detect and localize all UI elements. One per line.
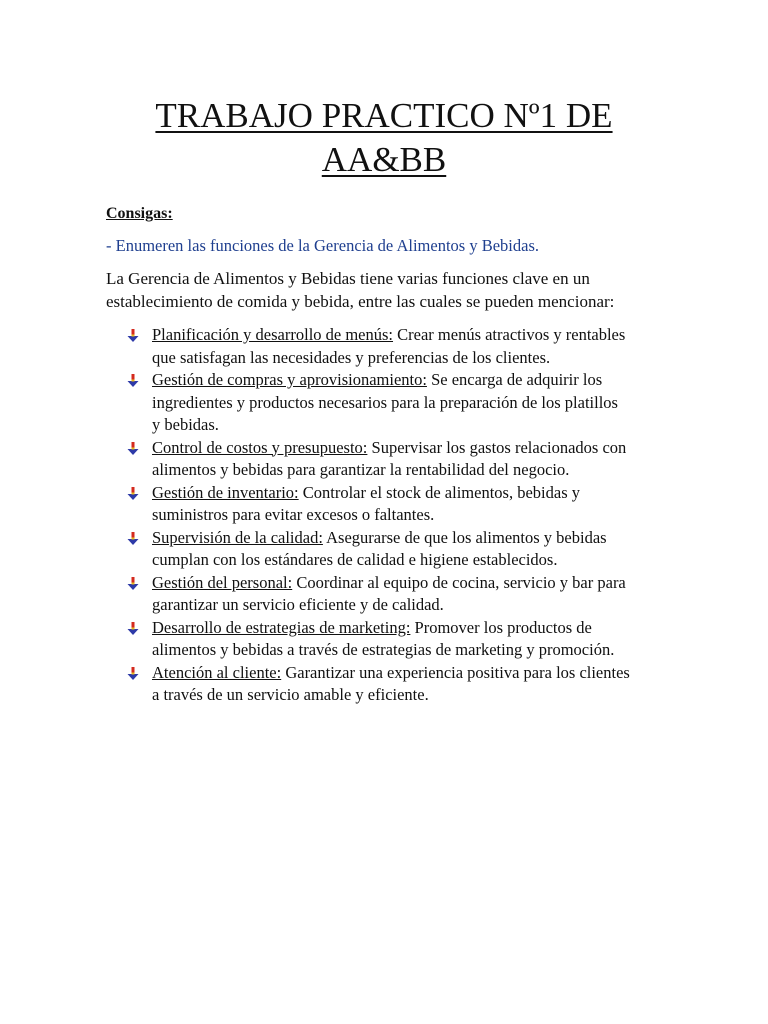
list-item — [126, 324, 686, 369]
list-item — [126, 437, 686, 482]
section-label: Consigas: — [106, 205, 173, 222]
list-item — [126, 369, 686, 437]
item-term: Desarrollo de estrategias de marketing: — [152, 617, 411, 637]
arrow-down-bullet-icon — [126, 622, 140, 636]
item-term: Gestión de compras y aprovisionamiento: — [152, 370, 427, 389]
title-line-2: AA&BB — [321, 140, 447, 179]
item-desc-cont: alimentos y bebidas para garantizar la rentabilidad del negocio. — [152, 460, 570, 479]
list-item — [126, 482, 686, 527]
item-term: Control de costos y presupuesto: — [152, 437, 368, 457]
item-desc: Crear menús atractivos y rentables — [393, 325, 626, 344]
item-desc-cont: que satisfagan las necesidades y preferencias de los clientes. — [152, 347, 551, 367]
item-desc-cont: garantizar un servicio eficiente y de calidad. — [152, 595, 444, 614]
item-desc-cont: a través de un servicio amable y eficiente. — [152, 685, 429, 704]
item-desc: Promover los productos de — [410, 617, 592, 637]
item-desc-cont: cumplan con los estándares de calidad e higiene establecidos. — [152, 550, 558, 569]
arrow-down-bullet-icon — [126, 577, 140, 591]
item-desc: Supervisar los gastos relacionados con — [367, 437, 627, 457]
title-line-1: TRABAJO PRACTICO Nº1 DE — [155, 96, 613, 135]
item-desc: Controlar el stock de alimentos, bebidas y — [298, 482, 580, 502]
intro-paragraph — [106, 268, 676, 313]
item-desc-cont: ingredientes y productos necesarios para la preparación de los platillos — [152, 392, 618, 412]
list-item — [126, 572, 686, 617]
arrow-down-bullet-icon — [126, 532, 140, 546]
question-text: - Enumeren las funciones de la Gerencia de Alimentos y Bebidas. — [106, 236, 539, 255]
intro-line-1: La Gerencia de Alimentos y Bebidas tiene varias funciones clave en un — [106, 269, 590, 288]
item-term: Gestión del personal: — [152, 572, 293, 592]
item-desc-cont: alimentos y bebidas a través de estrategias de marketing y promoción. — [152, 640, 615, 659]
list-item — [126, 617, 686, 662]
arrow-down-bullet-icon — [126, 374, 140, 388]
item-term: Supervisión de la calidad: — [152, 527, 323, 547]
arrow-down-bullet-icon — [126, 329, 140, 343]
item-desc-cont: suministros para evitar excesos o faltantes. — [152, 505, 435, 524]
list-item — [126, 662, 686, 707]
functions-list — [126, 324, 686, 707]
page-title — [0, 94, 768, 182]
item-desc: Asegurarse de que los alimentos y bebidas — [322, 527, 607, 547]
item-term: Atención al cliente: — [152, 662, 282, 682]
item-desc: Se encarga de adquirir los — [426, 370, 603, 389]
item-desc: Garantizar una experiencia positiva para los clientes — [281, 662, 630, 682]
intro-line-2: establecimiento de comida y bebida, entre las cuales se pueden mencionar: — [106, 291, 615, 311]
arrow-down-bullet-icon — [126, 487, 140, 501]
item-term: Gestión de inventario: — [152, 482, 299, 502]
item-desc-cont: y bebidas. — [152, 415, 219, 434]
item-desc: Coordinar al equipo de cocina, servicio y bar para — [292, 572, 626, 592]
arrow-down-bullet-icon — [126, 667, 140, 681]
list-item — [126, 527, 686, 572]
arrow-down-bullet-icon — [126, 442, 140, 456]
item-term: Planificación y desarrollo de menús: — [152, 325, 394, 344]
